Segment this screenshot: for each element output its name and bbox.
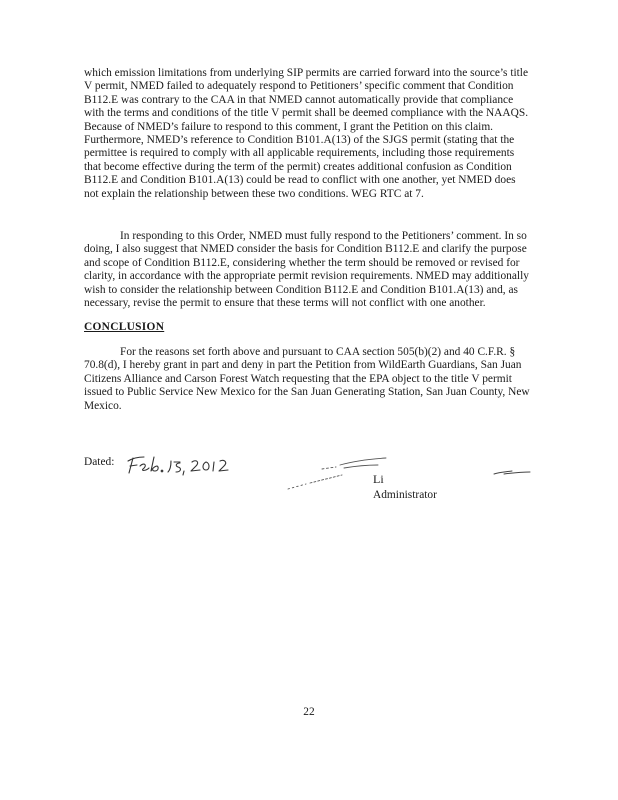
paragraph-conclusion xyxy=(84,346,544,413)
text-line: which emission limitations from underlying SIP permits are carried forward into the source’s title xyxy=(84,67,529,79)
text-line: necessary, revise the permit to ensure that these terms will not conflict with one another. xyxy=(84,297,486,310)
text-line: Mexico. xyxy=(84,399,122,412)
text-line: 70.8(d), I hereby grant in part and deny in part the Petition from WildEarth Guardians, San Juan xyxy=(84,359,522,372)
text-line: In responding to this Order, NMED must fully respond to the Petitioners’ comment. In so xyxy=(120,230,527,242)
text-line: For the reasons set forth above and pursuant to CAA section 505(b)(2) and 40 C.F.R. § xyxy=(120,346,516,358)
handwritten-mark xyxy=(490,464,534,480)
text-line: permittee is required to comply with all applicable requirements, including those requirements xyxy=(84,147,515,160)
text-line: B112.E was contrary to the CAA in that NMED cannot automatically provide that compliance xyxy=(84,93,514,106)
paragraph-response-to-comment xyxy=(84,67,544,201)
text-line: that become effective during the term of the permit) creates additional confusion as Condition xyxy=(84,160,512,173)
text-line: not explain the relationship between these two conditions. WEG RTC at 7. xyxy=(84,187,424,200)
text-line: and scope of Condition B112.E, considering whether the term should be removed or revised for xyxy=(84,256,520,269)
text-line: issued to Public Service New Mexico for the San Juan Generating Station, San Juan County, New xyxy=(84,386,530,399)
text-line: clarity, in accordance with the appropriate permit revision requirements. NMED may additionally xyxy=(84,270,529,283)
text-line: B112.E and Condition B101.A(13) could be read to conflict with one another, yet NMED does xyxy=(84,174,516,187)
section-heading-conclusion: CONCLUSION xyxy=(84,321,165,333)
paragraph-order-direction xyxy=(84,230,544,310)
signatory-title: Administrator xyxy=(373,489,437,501)
text-line: Citizens Alliance and Carson Forest Watch requesting that the EPA object to the title V permit xyxy=(84,372,512,385)
text-line: with the terms and conditions of the title V permit shall be deemed compliance with the NAAQS. xyxy=(84,107,529,120)
text-line: Because of NMED’s failure to respond to this comment, I grant the Petition on this claim. xyxy=(84,120,494,133)
text-line: V permit, NMED failed to adequately respond to Petitioners’ specific comment that Condition xyxy=(84,80,514,93)
handwritten-date-signature xyxy=(124,449,246,477)
text-line: Furthermore, NMED’s reference to Condition B101.A(13) of the SJGS permit (stating that the xyxy=(84,134,515,147)
dated-label: Dated: xyxy=(84,456,115,468)
text-line: doing, I also suggest that NMED consider the basis for Condition B112.E and clarify the purpose xyxy=(84,243,527,256)
signature-initial: Li xyxy=(373,472,384,486)
page-number: 22 xyxy=(303,706,315,718)
text-line: wish to consider the relationship between Condition B112.E and Condition B101.A(13) and, as xyxy=(84,283,518,296)
